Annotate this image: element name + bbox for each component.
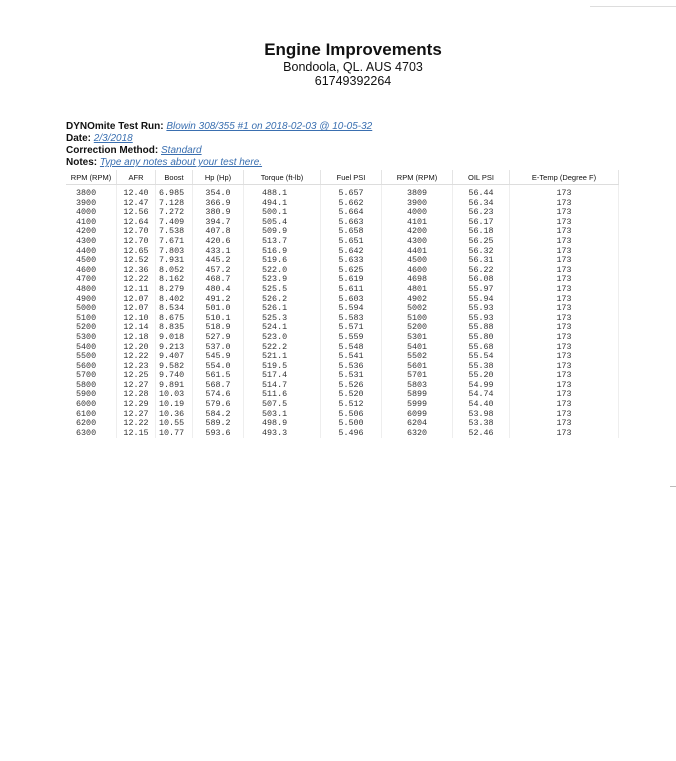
table-cell: 12.22 [117,275,156,285]
table-cell: 5.506 [321,410,382,420]
table-cell: 4400 [66,247,117,257]
correction-value: Standard [161,145,202,156]
table-cell: 12.18 [117,333,156,343]
table-cell: 6000 [66,400,117,410]
table-cell: 5.500 [321,419,382,429]
table-cell: 5301 [382,333,453,343]
table-cell: 511.6 [244,390,321,400]
table-cell: 9.740 [156,371,193,381]
table-cell: 5.664 [321,208,382,218]
table-cell: 493.3 [244,429,321,439]
table-cell: 173 [510,247,619,257]
table-cell: 10.36 [156,410,193,420]
notes-value: Type any notes about your test here. [99,157,263,168]
table-cell: 55.94 [453,295,510,305]
table-cell: 6.985 [156,185,193,199]
table-cell: 480.4 [193,285,244,295]
table-cell: 7.803 [156,247,193,257]
table-cell: 407.8 [193,227,244,237]
table-cell: 12.27 [117,381,156,391]
table-cell: 8.402 [156,295,193,305]
table-cell: 554.0 [193,362,244,372]
table-cell: 5.642 [321,247,382,257]
table-cell: 12.11 [117,285,156,295]
table-cell: 12.56 [117,208,156,218]
table-cell: 494.1 [244,199,321,209]
table-cell: 5.594 [321,304,382,314]
table-cell: 509.9 [244,227,321,237]
table-cell: 5.496 [321,429,382,439]
table-cell: 366.9 [193,199,244,209]
table-cell: 7.538 [156,227,193,237]
table-cell: 56.44 [453,185,510,199]
table-cell: 9.891 [156,381,193,391]
table-cell: 5.583 [321,314,382,324]
table-cell: 6320 [382,429,453,439]
table-cell: 173 [510,304,619,314]
table-cell: 4200 [382,227,453,237]
table-cell: 12.36 [117,266,156,276]
table-cell: 7.128 [156,199,193,209]
table-cell: 579.6 [193,400,244,410]
table-cell: 4200 [66,227,117,237]
table-cell: 507.5 [244,400,321,410]
table-cell: 5600 [66,362,117,372]
table-cell: 5.512 [321,400,382,410]
table-cell: 527.9 [193,333,244,343]
table-cell: 5100 [66,314,117,324]
table-cell: 4801 [382,285,453,295]
table-cell: 56.32 [453,247,510,257]
table-cell: 505.4 [244,218,321,228]
table-cell: 4800 [66,285,117,295]
table-cell: 5.520 [321,390,382,400]
table-cell: 12.29 [117,400,156,410]
table-cell: 173 [510,208,619,218]
table-cell: 5803 [382,381,453,391]
table-cell: 522.0 [244,266,321,276]
table-cell: 173 [510,295,619,305]
table-cell: 7.671 [156,237,193,247]
table-cell: 4300 [382,237,453,247]
test-run-label: DYNOmite Test Run: [66,121,164,132]
table-cell: 4500 [382,256,453,266]
table-cell: 173 [510,381,619,391]
table-cell: 5900 [66,390,117,400]
table-cell: 457.2 [193,266,244,276]
table-cell: 52.46 [453,429,510,439]
table-cell: 173 [510,266,619,276]
table-cell: 4100 [66,218,117,228]
table-cell: 522.2 [244,343,321,353]
table-cell: 4700 [66,275,117,285]
table-cell: 5.603 [321,295,382,305]
table-cell: 5.531 [321,371,382,381]
table-cell: 5401 [382,343,453,353]
table-cell: 523.0 [244,333,321,343]
table-cell: 4101 [382,218,453,228]
table-cell: 6200 [66,419,117,429]
column-header: Boost [156,170,193,185]
table-cell: 173 [510,352,619,362]
table-cell: 4000 [66,208,117,218]
date-label: Date: [66,133,92,144]
table-cell: 5701 [382,371,453,381]
table-cell: 420.6 [193,237,244,247]
table-cell: 12.27 [117,410,156,420]
table-cell: 518.9 [193,323,244,333]
table-cell: 173 [510,185,619,199]
table-cell: 173 [510,371,619,381]
table-cell: 5.651 [321,237,382,247]
table-cell: 56.23 [453,208,510,218]
table-cell: 56.25 [453,237,510,247]
table-cell: 6300 [66,429,117,439]
table-cell: 5002 [382,304,453,314]
table-cell: 56.34 [453,199,510,209]
table-cell: 514.7 [244,381,321,391]
table-cell: 12.20 [117,343,156,353]
table-cell: 173 [510,429,619,439]
table-cell: 12.10 [117,314,156,324]
table-cell: 519.5 [244,362,321,372]
table-cell: 4300 [66,237,117,247]
table-cell: 55.97 [453,285,510,295]
table-cell: 12.65 [117,247,156,257]
table-cell: 525.3 [244,314,321,324]
column-header: OIL PSI [453,170,510,185]
table-cell: 5.619 [321,275,382,285]
table-cell: 503.1 [244,410,321,420]
table-cell: 500.1 [244,208,321,218]
table-cell: 173 [510,256,619,266]
table-cell: 12.70 [117,237,156,247]
table-cell: 523.9 [244,275,321,285]
table-cell: 468.7 [193,275,244,285]
table-cell: 173 [510,237,619,247]
column-header: RPM (RPM) [66,170,117,185]
table-cell: 3900 [382,199,453,209]
table-cell: 55.54 [453,352,510,362]
table-cell: 8.162 [156,275,193,285]
table-cell: 526.1 [244,304,321,314]
table-cell: 4500 [66,256,117,266]
table-cell: 12.47 [117,199,156,209]
table-cell: 5.625 [321,266,382,276]
table-cell: 5400 [66,343,117,353]
table-row [66,185,619,199]
table-cell: 526.2 [244,295,321,305]
table-cell: 4401 [382,247,453,257]
table-cell: 5200 [66,323,117,333]
table-cell: 54.74 [453,390,510,400]
table-cell: 55.20 [453,371,510,381]
table-cell: 7.409 [156,218,193,228]
table-cell: 10.77 [156,429,193,439]
table-cell: 8.052 [156,266,193,276]
table-cell: 55.38 [453,362,510,372]
table-cell: 55.80 [453,333,510,343]
table-cell: 9.213 [156,343,193,353]
table-cell: 445.2 [193,256,244,266]
table-cell: 3800 [66,185,117,199]
company-address: Bondoola, QL. AUS 4703 [283,60,423,74]
table-cell: 5.657 [321,185,382,199]
table-cell: 561.5 [193,371,244,381]
table-cell: 7.931 [156,256,193,266]
table-cell: 5999 [382,400,453,410]
column-header: Fuel PSI [321,170,382,185]
table-cell: 5.541 [321,352,382,362]
table-cell: 173 [510,333,619,343]
test-run-value: Blowin 308/355 #1 on 2018-02-03 @ 10-05-32 [166,121,373,132]
table-cell: 12.15 [117,429,156,439]
table-cell: 12.22 [117,419,156,429]
correction-label: Correction Method: [66,145,159,156]
table-cell: 173 [510,275,619,285]
table-cell: 9.582 [156,362,193,372]
table-cell: 5000 [66,304,117,314]
table-cell: 354.0 [193,185,244,199]
table-cell: 5700 [66,371,117,381]
table-cell: 173 [510,314,619,324]
table-cell: 10.55 [156,419,193,429]
letterhead [0,40,676,88]
table-cell: 12.28 [117,390,156,400]
table-cell: 55.68 [453,343,510,353]
table-cell: 5601 [382,362,453,372]
company-name: Engine Improvements [264,40,442,59]
table-cell: 54.40 [453,400,510,410]
table-cell: 517.4 [244,371,321,381]
table-cell: 513.7 [244,237,321,247]
table-cell: 6204 [382,419,453,429]
table-cell: 12.22 [117,352,156,362]
table-cell: 5.663 [321,218,382,228]
table-cell: 12.25 [117,371,156,381]
table-cell: 8.835 [156,323,193,333]
table-cell: 510.1 [193,314,244,324]
table-cell: 12.23 [117,362,156,372]
table-cell: 173 [510,218,619,228]
table-cell: 55.93 [453,314,510,324]
table-cell: 589.2 [193,419,244,429]
table-cell: 394.7 [193,218,244,228]
table-cell: 12.40 [117,185,156,199]
column-header: Torque (ft-lb) [244,170,321,185]
column-header: AFR [117,170,156,185]
table-cell: 6099 [382,410,453,420]
table-cell: 501.0 [193,304,244,314]
table-cell: 5.571 [321,323,382,333]
table-cell: 3900 [66,199,117,209]
table-cell: 5.611 [321,285,382,295]
table-cell: 5300 [66,333,117,343]
table-cell: 491.2 [193,295,244,305]
table-cell: 173 [510,227,619,237]
table-cell: 53.98 [453,410,510,420]
table-cell: 12.64 [117,218,156,228]
table-cell: 8.534 [156,304,193,314]
table-cell: 10.19 [156,400,193,410]
table-cell: 56.17 [453,218,510,228]
table-cell: 4000 [382,208,453,218]
table-cell: 8.279 [156,285,193,295]
table-cell: 12.07 [117,304,156,314]
table-cell: 53.38 [453,419,510,429]
table-cell: 574.6 [193,390,244,400]
table-cell: 4902 [382,295,453,305]
table-cell: 54.99 [453,381,510,391]
table-cell: 55.88 [453,323,510,333]
table-cell: 173 [510,343,619,353]
table-cell: 8.675 [156,314,193,324]
table-cell: 593.6 [193,429,244,439]
table-cell: 545.9 [193,352,244,362]
table-cell: 173 [510,285,619,295]
table-cell: 380.9 [193,208,244,218]
table-cell: 9.018 [156,333,193,343]
table-cell: 537.0 [193,343,244,353]
table-cell: 5100 [382,314,453,324]
table-cell: 5.526 [321,381,382,391]
table-cell: 519.6 [244,256,321,266]
table-cell: 12.52 [117,256,156,266]
table-cell: 3809 [382,185,453,199]
table-cell: 4600 [382,266,453,276]
table-cell: 7.272 [156,208,193,218]
table-cell: 5.536 [321,362,382,372]
table-cell: 56.22 [453,266,510,276]
table-cell: 433.1 [193,247,244,257]
column-header: Hp (Hp) [193,170,244,185]
table-cell: 173 [510,199,619,209]
scan-edge [590,6,676,7]
table-cell: 55.93 [453,304,510,314]
table-cell: 10.03 [156,390,193,400]
table-cell: 5200 [382,323,453,333]
table-cell: 5.658 [321,227,382,237]
table-cell: 4698 [382,275,453,285]
table-cell: 6100 [66,410,117,420]
table-cell: 173 [510,400,619,410]
table-cell: 12.14 [117,323,156,333]
table-cell: 5.548 [321,343,382,353]
table-cell: 12.07 [117,295,156,305]
table-cell: 173 [510,362,619,372]
table-cell: 568.7 [193,381,244,391]
table-cell: 5800 [66,381,117,391]
notes-label: Notes: [66,157,98,168]
table-cell: 488.1 [244,185,321,199]
table-cell: 173 [510,410,619,420]
column-header: E-Temp (Degree F) [510,170,619,185]
table-cell: 498.9 [244,419,321,429]
table-cell: 173 [510,419,619,429]
table-cell: 5899 [382,390,453,400]
date-value: 2/3/2018 [93,133,133,144]
table-cell: 524.1 [244,323,321,333]
table-cell: 56.08 [453,275,510,285]
dyno-results-table [66,170,619,438]
table-cell: 56.18 [453,227,510,237]
table-cell: 9.407 [156,352,193,362]
page-mark [670,486,676,487]
table-row [66,429,619,439]
table-cell: 5.559 [321,333,382,343]
table-cell: 5500 [66,352,117,362]
table-cell: 516.9 [244,247,321,257]
table-cell: 56.31 [453,256,510,266]
column-header: RPM (RPM) [382,170,453,185]
table-cell: 12.70 [117,227,156,237]
table-cell: 584.2 [193,410,244,420]
table-cell: 173 [510,323,619,333]
table-cell: 5.633 [321,256,382,266]
company-phone: 61749392264 [314,74,392,88]
table-cell: 4600 [66,266,117,276]
test-meta [66,121,372,169]
table-cell: 5.662 [321,199,382,209]
table-cell: 4900 [66,295,117,305]
table-cell: 521.1 [244,352,321,362]
table-cell: 5502 [382,352,453,362]
table-cell: 525.5 [244,285,321,295]
table-cell: 173 [510,390,619,400]
